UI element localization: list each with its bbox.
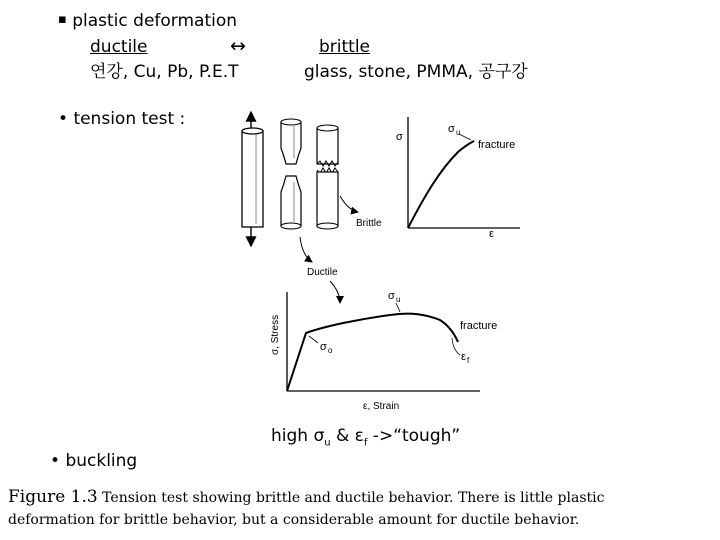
intact-specimen bbox=[242, 112, 263, 246]
brittle-examples: glass, stone, PMMA, 공구강 bbox=[304, 62, 528, 82]
ductile-stress-strain-plot bbox=[270, 290, 497, 412]
necked-specimen bbox=[281, 119, 301, 229]
ductile-y-axis-label: σ, Stress bbox=[270, 314, 281, 355]
brittle-fracture-label: fracture bbox=[478, 139, 516, 151]
brittle-label: brittle bbox=[319, 37, 371, 57]
ductile-peak-sub: u bbox=[396, 295, 401, 304]
brittle-connector-label: Brittle bbox=[356, 218, 382, 229]
figure-number: Figure 1.3 bbox=[8, 487, 98, 507]
sigma-symbol: σ bbox=[313, 426, 325, 446]
epsilon-sub: f bbox=[363, 437, 368, 449]
tough-amp: & bbox=[330, 426, 355, 446]
epsilon-symbol: ε bbox=[354, 426, 364, 446]
ductile-x-axis-label: ε, Strain bbox=[363, 401, 400, 412]
heading-text: plastic deformation bbox=[72, 11, 238, 31]
ductile-fracture-label: fracture bbox=[460, 320, 498, 332]
caption-line-1 bbox=[8, 486, 604, 509]
brittle-x-symbol: ε bbox=[489, 228, 494, 240]
ductile-peak-symbol: σ bbox=[388, 290, 395, 302]
ductile-strain-sub: f bbox=[467, 356, 470, 365]
caption-text-2: deformation for brittle behavior, but a considerable amount for ductile behavior. bbox=[8, 512, 580, 528]
square-bullet-icon: ▪ bbox=[58, 12, 67, 27]
ductile-examples: 연강, Cu, Pb, P.E.T bbox=[90, 62, 239, 82]
brittle-peak-symbol: σ bbox=[448, 123, 455, 135]
ductile-label: ductile bbox=[90, 37, 148, 57]
figure-caption bbox=[8, 486, 604, 531]
round-bullet-icon: • bbox=[50, 451, 61, 471]
buckling-heading bbox=[50, 451, 137, 471]
ductile-yield-sub: o bbox=[328, 346, 333, 355]
tough-note bbox=[271, 426, 460, 453]
ductile-strain-symbol: ε bbox=[461, 351, 466, 363]
brittle-y-symbol: σ bbox=[396, 131, 403, 143]
brittle-specimen bbox=[317, 125, 338, 229]
ductile-connector-arrow-1 bbox=[300, 237, 312, 262]
brittle-curve bbox=[408, 141, 474, 228]
tough-post: ->“tough” bbox=[367, 426, 461, 446]
buckling-text: buckling bbox=[65, 451, 138, 471]
double-arrow-icon: ↔ bbox=[230, 35, 246, 57]
round-bullet-icon: • bbox=[58, 109, 69, 129]
tension-test-text: tension test : bbox=[73, 109, 186, 129]
sigma-sub: u bbox=[324, 437, 331, 449]
ductile-curve bbox=[287, 314, 458, 391]
ductile-yield-symbol: σ bbox=[320, 341, 327, 353]
brittle-stress-strain-plot bbox=[396, 117, 520, 240]
tough-pre: high bbox=[271, 426, 314, 446]
ductile-connector-label: Ductile bbox=[307, 267, 338, 278]
caption-text-1: Tension test showing brittle and ductile behavior. There is little plastic bbox=[102, 490, 605, 506]
brittle-peak-sub: u bbox=[456, 128, 461, 137]
brittle-connector-arrow bbox=[340, 196, 358, 212]
ductile-connector-arrow-2 bbox=[330, 281, 340, 303]
